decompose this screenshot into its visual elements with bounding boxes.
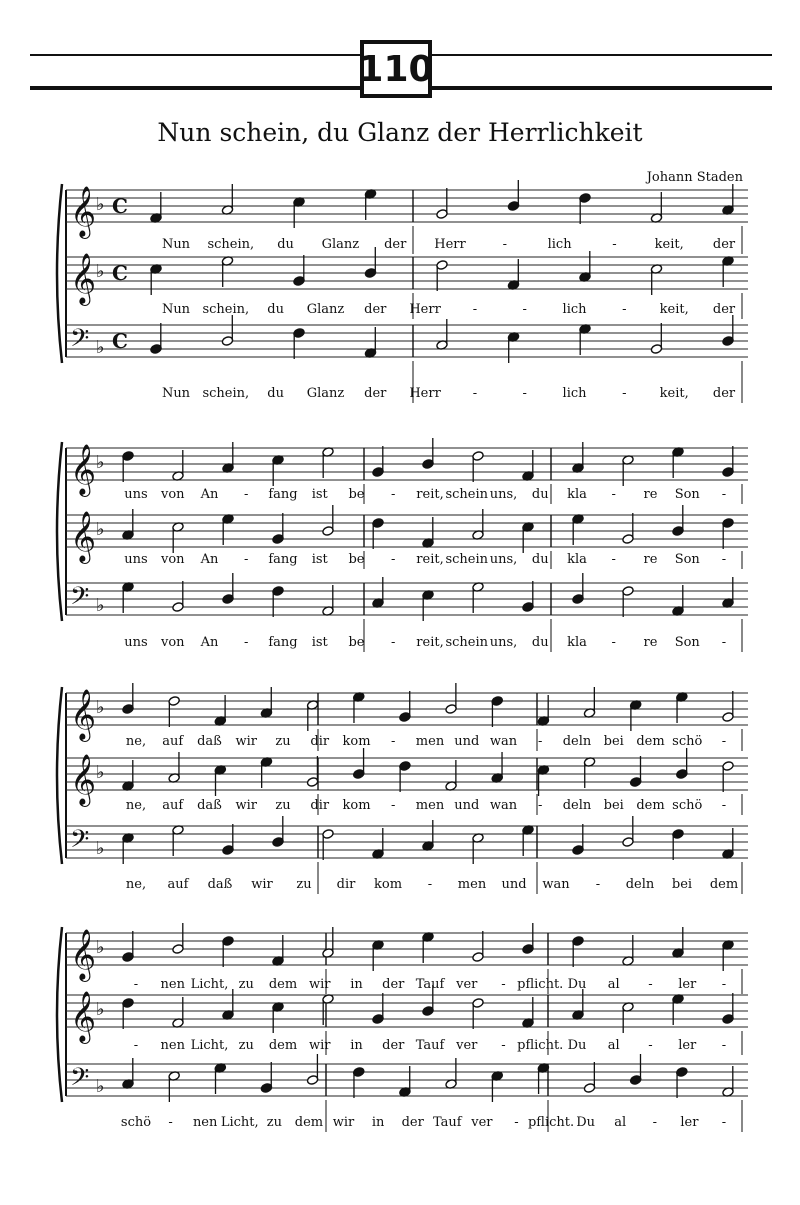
flat-icon: ♭ — [96, 1076, 105, 1097]
lyric-syllable: und — [454, 798, 480, 813]
lyric-syllable: wir — [235, 734, 257, 749]
lyric-syllable: schein — [445, 552, 489, 567]
lyric-syllable: deln — [562, 798, 592, 813]
treble-clef-icon: 𝄞 — [70, 754, 97, 805]
lyric-syllable: - — [391, 552, 396, 567]
lyric-syllable: dem — [709, 877, 739, 892]
lyric-syllable: uns, — [489, 487, 518, 502]
flat-icon: ♭ — [96, 261, 105, 282]
lyric-syllable: in — [350, 977, 363, 992]
lyric-syllable: Son — [674, 635, 700, 650]
lyric-syllable: wan — [489, 798, 518, 813]
lyric-syllable: pflicht. — [527, 1115, 575, 1130]
flat-icon: ♭ — [96, 697, 105, 718]
flat-icon: ♭ — [96, 194, 105, 215]
time-signature: C — [112, 261, 128, 285]
lyric-syllable: reit, — [416, 635, 444, 650]
lyric-syllable: dem — [294, 1115, 324, 1130]
lyric-syllable: - — [502, 237, 508, 252]
flat-icon: ♭ — [96, 937, 105, 958]
lyric-syllable: kom — [373, 877, 403, 892]
lyric-syllable: lich — [547, 237, 572, 252]
lyric-syllable: - — [391, 635, 396, 650]
lyric-syllable: Son — [674, 552, 700, 567]
lyric-syllable: - — [611, 635, 616, 650]
lyric-syllable: zu — [275, 734, 291, 749]
lyric-syllable: - — [472, 302, 478, 317]
lyric-syllable: Herr — [409, 386, 441, 401]
lyric-syllable: - — [244, 487, 249, 502]
lyric-syllable: re — [643, 552, 658, 567]
lyric-syllable: men — [457, 877, 487, 892]
lyric-syllable: - — [611, 552, 616, 567]
lyric-syllable: ne, — [125, 734, 147, 749]
lyric-syllable: bei — [603, 798, 624, 813]
lyric-syllable: zu — [238, 1038, 254, 1053]
lyric-syllable: pflicht. — [517, 977, 564, 992]
lyric-syllable: Tauf — [415, 1038, 445, 1053]
lyric-syllable: al — [607, 977, 620, 992]
treble-clef-icon: 𝄞 — [70, 253, 97, 304]
lyric-syllable: fang — [268, 487, 298, 502]
treble-clef-icon: 𝄞 — [70, 511, 97, 562]
lyric-syllable: kla — [567, 635, 587, 650]
lyric-syllable: - — [522, 386, 527, 401]
lyric-syllable: Nun — [161, 237, 191, 252]
lyric-syllable: wir — [332, 1115, 355, 1130]
lyric-syllable: du — [531, 635, 549, 650]
flat-icon: ♭ — [96, 452, 105, 473]
lyric-syllable: - — [168, 1115, 173, 1130]
lyric-syllable: - — [391, 487, 396, 502]
lyric-syllable: An — [200, 552, 219, 567]
lyric-syllable: be — [348, 635, 365, 650]
lyric-syllable: kom — [342, 798, 371, 813]
lyric-syllable: dir — [310, 734, 330, 749]
lyric-syllable: wan — [542, 877, 570, 892]
lyric-syllable: - — [721, 552, 727, 567]
lyric-syllable: - — [648, 977, 653, 992]
lyric-syllable: - — [427, 877, 433, 892]
lyric-syllable: und — [454, 734, 480, 749]
lyric-syllable: Glanz — [321, 237, 360, 252]
lyric-syllable: daß — [207, 877, 233, 892]
lyric-syllable: zu — [238, 977, 254, 992]
treble-clef-icon: 𝄞 — [70, 929, 97, 980]
lyric-syllable: schein — [445, 487, 489, 502]
lyric-syllable: Licht, — [190, 977, 229, 992]
lyric-syllable: lich — [562, 386, 587, 401]
lyric-syllable: keit, — [659, 302, 689, 317]
lyric-syllable: An — [200, 487, 219, 502]
lyric-syllable: schö — [672, 734, 703, 749]
lyric-syllable: wir — [309, 977, 331, 992]
lyric-syllable: der — [401, 1115, 424, 1130]
lyric-syllable: - — [522, 302, 527, 317]
lyric-syllable: al — [614, 1115, 627, 1130]
time-signature: C — [112, 329, 128, 353]
lyric-syllable: bei — [671, 877, 693, 892]
lyric-syllable: ist — [311, 552, 328, 567]
lyric-syllable: nen — [160, 977, 185, 992]
lyric-syllable: der — [384, 237, 407, 252]
lyric-syllable: uns — [124, 487, 148, 502]
lyric-syllable: keit, — [659, 386, 689, 401]
system-bracket — [57, 687, 62, 864]
lyric-syllable: daß — [197, 798, 222, 813]
time-signature: C — [112, 194, 128, 218]
lyric-syllable: wan — [489, 734, 518, 749]
lyric-syllable: - — [391, 798, 396, 813]
lyric-syllable: schö — [672, 798, 703, 813]
lyric-syllable: uns — [124, 552, 148, 567]
lyric-syllable: - — [514, 1115, 519, 1130]
lyric-syllable: du — [531, 552, 549, 567]
lyric-syllable: Herr — [434, 237, 466, 252]
lyric-syllable: du — [531, 487, 549, 502]
lyric-syllable: Glanz — [306, 302, 345, 317]
lyric-syllable: - — [721, 635, 727, 650]
lyric-syllable: ver — [456, 1038, 478, 1053]
lyric-syllable: dem — [268, 977, 298, 992]
lyric-syllable: Tauf — [415, 977, 445, 992]
lyric-syllable: wir — [309, 1038, 331, 1053]
lyric-syllable: be — [348, 552, 365, 567]
lyric-syllable: - — [244, 635, 249, 650]
lyric-syllable: - — [721, 1038, 727, 1053]
lyric-syllable: ne, — [125, 798, 147, 813]
lyric-syllable: der — [382, 977, 405, 992]
lyric-syllable: - — [622, 302, 627, 317]
lyric-syllable: schein, — [207, 237, 255, 252]
lyric-syllable: - — [652, 1115, 658, 1130]
lyric-syllable: wir — [251, 877, 273, 892]
lyric-syllable: ist — [311, 635, 328, 650]
lyric-syllable: - — [721, 1115, 727, 1130]
lyric-syllable: Nun — [161, 386, 191, 401]
flat-icon: ♭ — [96, 762, 105, 783]
lyric-syllable: - — [538, 734, 543, 749]
lyric-syllable: - — [721, 487, 727, 502]
lyric-syllable: An — [200, 635, 219, 650]
lyric-syllable: bei — [603, 734, 624, 749]
lyric-syllable: re — [643, 487, 658, 502]
lyric-syllable: von — [160, 635, 185, 650]
lyric-syllable: - — [244, 552, 249, 567]
lyric-syllable: Herr — [409, 302, 441, 317]
lyric-syllable: reit, — [416, 487, 444, 502]
treble-clef-icon: 𝄞 — [70, 186, 97, 237]
lyric-syllable: schein, — [202, 386, 250, 401]
lyric-syllable: - — [501, 977, 506, 992]
lyric-syllable: auf — [162, 798, 184, 813]
bass-clef-icon: 𝄢 — [70, 324, 90, 359]
lyric-syllable: kla — [567, 487, 587, 502]
lyric-syllable: keit, — [654, 237, 684, 252]
lyric-syllable: - — [612, 237, 617, 252]
lyric-syllable: ver — [456, 977, 478, 992]
lyric-syllable: zu — [275, 798, 291, 813]
lyric-syllable: auf — [162, 734, 184, 749]
lyric-syllable: von — [160, 552, 185, 567]
lyric-syllable: uns — [124, 635, 148, 650]
lyric-syllable: dem — [268, 1038, 298, 1053]
lyric-syllable: dir — [310, 798, 330, 813]
lyric-syllable: nen — [192, 1115, 218, 1130]
lyric-syllable: - — [622, 386, 627, 401]
treble-clef-icon: 𝄞 — [70, 991, 97, 1042]
lyric-syllable: reit, — [416, 552, 444, 567]
lyric-syllable: men — [415, 734, 445, 749]
lyric-syllable: - — [611, 487, 616, 502]
lyric-syllable: wir — [235, 798, 257, 813]
lyric-syllable: - — [501, 1038, 506, 1053]
lyric-syllable: al — [607, 1038, 620, 1053]
page-title: Nun schein, du Glanz der Herrlichkeit — [157, 118, 643, 147]
lyric-syllable: ist — [311, 487, 328, 502]
lyric-syllable: in — [350, 1038, 363, 1053]
lyric-syllable: Licht, — [190, 1038, 229, 1053]
lyric-syllable: schein — [445, 635, 489, 650]
lyric-syllable: uns, — [489, 552, 518, 567]
lyric-syllable: Du — [576, 1115, 596, 1130]
lyric-syllable: ler — [678, 977, 697, 992]
treble-clef-icon: 𝄞 — [70, 689, 97, 740]
lyric-syllable: uns, — [489, 635, 518, 650]
composer-name: Johann Staden — [646, 170, 743, 185]
bass-clef-icon: 𝄢 — [70, 582, 90, 617]
lyric-syllable: zu — [266, 1115, 282, 1130]
lyric-syllable: daß — [197, 734, 222, 749]
lyric-syllable: - — [133, 977, 139, 992]
lyric-syllable: re — [643, 635, 658, 650]
lyric-syllable: Glanz — [306, 386, 345, 401]
bass-clef-icon: 𝄢 — [70, 825, 90, 860]
system-bracket — [57, 184, 62, 363]
lyric-syllable: und — [501, 877, 527, 892]
lyric-syllable: Son — [674, 487, 700, 502]
lyric-syllable: ler — [680, 1115, 699, 1130]
lyric-syllable: auf — [167, 877, 189, 892]
flat-icon: ♭ — [96, 595, 105, 616]
lyric-syllable: dir — [336, 877, 356, 892]
lyric-syllable: - — [721, 977, 727, 992]
lyric-syllable: Licht, — [220, 1115, 259, 1130]
flat-icon: ♭ — [96, 999, 105, 1020]
flat-icon: ♭ — [96, 337, 105, 358]
lyric-syllable: ne, — [125, 877, 147, 892]
lyric-syllable: Tauf — [432, 1115, 462, 1130]
lyric-syllable: deln — [562, 734, 592, 749]
lyric-syllable: - — [721, 734, 727, 749]
lyric-syllable: in — [371, 1115, 385, 1130]
lyric-syllable: pflicht. — [517, 1038, 564, 1053]
lyric-syllable: - — [721, 798, 727, 813]
lyric-syllable: Du — [567, 977, 587, 992]
flat-icon: ♭ — [96, 519, 105, 540]
lyric-syllable: deln — [625, 877, 655, 892]
lyric-syllable: du — [267, 302, 284, 317]
treble-clef-icon: 𝄞 — [70, 444, 97, 495]
lyric-syllable: men — [415, 798, 445, 813]
lyric-syllable: schö — [120, 1115, 152, 1130]
lyric-syllable: kom — [342, 734, 371, 749]
lyric-syllable: Du — [567, 1038, 587, 1053]
lyric-syllable: - — [133, 1038, 139, 1053]
lyric-syllable: ler — [678, 1038, 697, 1053]
lyric-syllable: dem — [636, 798, 665, 813]
lyric-syllable: kla — [567, 552, 587, 567]
lyric-syllable: fang — [268, 635, 298, 650]
lyric-syllable: der — [364, 386, 387, 401]
lyric-syllable: du — [267, 386, 284, 401]
lyric-syllable: nen — [160, 1038, 185, 1053]
lyric-syllable: ver — [471, 1115, 493, 1130]
lyric-syllable: der — [364, 302, 387, 317]
lyric-syllable: - — [472, 386, 478, 401]
lyric-syllable: - — [391, 734, 396, 749]
lyric-syllable: - — [538, 798, 543, 813]
lyric-syllable: Nun — [161, 302, 191, 317]
lyric-syllable: - — [648, 1038, 653, 1053]
lyric-syllable: dem — [636, 734, 665, 749]
lyric-syllable: fang — [268, 552, 298, 567]
lyric-syllable: der — [712, 302, 736, 317]
lyric-syllable: der — [712, 386, 736, 401]
system-bracket — [57, 442, 62, 621]
lyric-syllable: lich — [562, 302, 587, 317]
bass-clef-icon: 𝄢 — [70, 1063, 90, 1098]
lyric-syllable: schein, — [202, 302, 250, 317]
lyric-syllable: du — [277, 237, 294, 252]
lyric-syllable: be — [348, 487, 365, 502]
system-bracket — [57, 927, 62, 1102]
lyric-syllable: der — [382, 1038, 405, 1053]
lyric-syllable: von — [160, 487, 185, 502]
lyric-syllable: - — [595, 877, 601, 892]
page-number: 110 — [360, 40, 432, 98]
lyric-syllable: der — [712, 237, 736, 252]
flat-icon: ♭ — [96, 838, 105, 859]
lyric-syllable: zu — [296, 877, 312, 892]
